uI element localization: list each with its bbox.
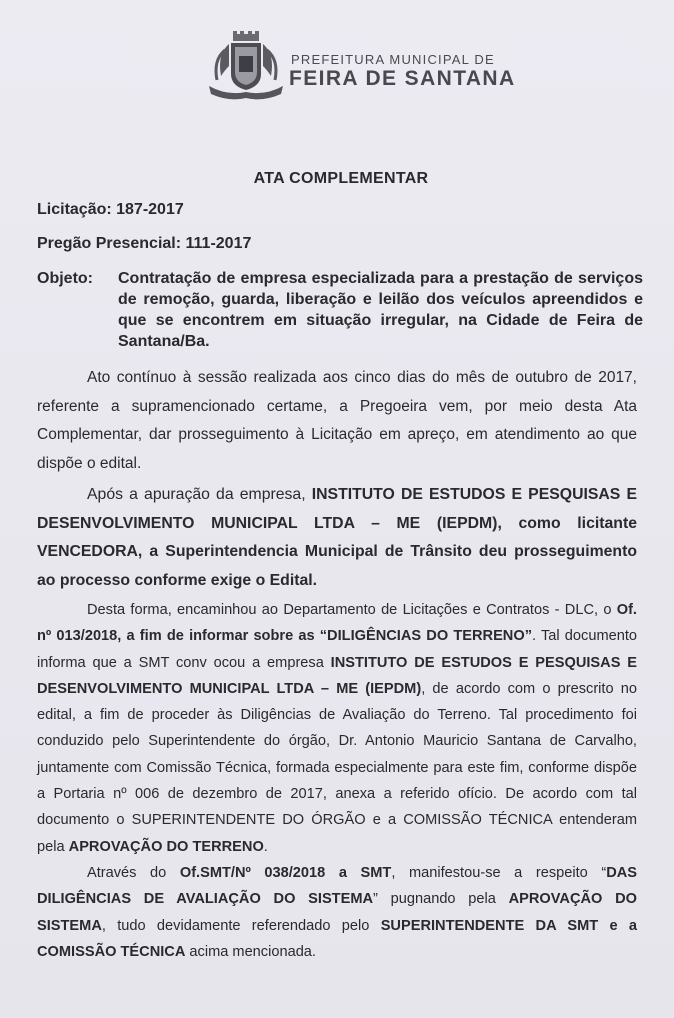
document-title: ATA COMPLEMENTAR (253, 170, 429, 187)
licitacao-line: Licitação: 187-2017 (37, 201, 184, 218)
objeto-block (37, 268, 643, 352)
paragraph-3: Desta forma, encaminhou ao Departamento de Licitações e Contratos - DLC, o Of. nº 013/2018, a fim de informar sobre as “DILIGÊNCIAS DO TERRENO”. Tal documento informa que a SMT conv ocou a empresa INSTITUTO DE ESTUDOS E PESQUISAS E DESENVOLVIMENTO MUNICIPAL LTDA – ME (IEPDM), de acordo com o prescrito no edital, a fim de proceder às Diligências de Avaliação do Terreno. Tal procedimento foi conduzido pelo Superintendente do órgão, Dr. Antonio Mauricio Santana de Carvalho, juntamente com Comissão Técnica, formada especialmente para este fim, conforme dispõe a Portaria nº 006 de dezembro de 2017, anexa a referido ofício. De acordo com tal documento o SUPERINTENDENTE DO ÓRGÃO e a COMISSÃO TÉCNICA entenderam pela APROVAÇÃO DO TERRENO. (37, 602, 637, 855)
header-line-1: PREFEITURA MUNICIPAL DE (291, 52, 495, 67)
letterhead (205, 30, 516, 105)
paragraph-2: Após a apuração da empresa, INSTITUTO DE ESTUDOS E PESQUISAS E DESENVOLVIMENTO MUNICIPAL LTDA – ME (IEPDM), como licitante VENCEDORA, a Superintendencia Municipal de Trânsito deu prosseguimento ao processo conforme exige o Edital. (37, 486, 638, 589)
objeto-text: Contratação de empresa especializada para a prestação de serviços de remoção, guarda, liberação e leilão dos veículos apreendidos e que se encontrem em situação irregular, na Cidade de Feira de Santana/Ba. (118, 270, 643, 350)
paragraph-1: Ato contínuo à sessão realizada aos cinco dias do mês de outubro de 2017, referente a supramencionado certame, a Pregoeira vem, por meio desta Ata Complementar, dar prosseguimento à Licitação em apreço, em atendimento ao que dispõe o edital. (37, 369, 637, 472)
paragraph-4: Através do Of.SMT/Nº 038/2018 a SMT, manifestou-se a respeito “DAS DILIGÊNCIAS DE AVALIAÇÃO DO SISTEMA” pugnando pela APROVAÇÃO DO SISTEMA, tudo devidamente referendado pelo SUPERINTENDENTE DA SMT e a COMISSÃO TÉCNICA acima mencionada. (37, 865, 638, 960)
pregao-line: Pregão Presencial: 111-2017 (37, 235, 252, 252)
coat-of-arms-icon (205, 30, 287, 102)
header-line-2: FEIRA DE SANTANA (289, 67, 516, 90)
objeto-label: Objeto: (37, 270, 93, 287)
